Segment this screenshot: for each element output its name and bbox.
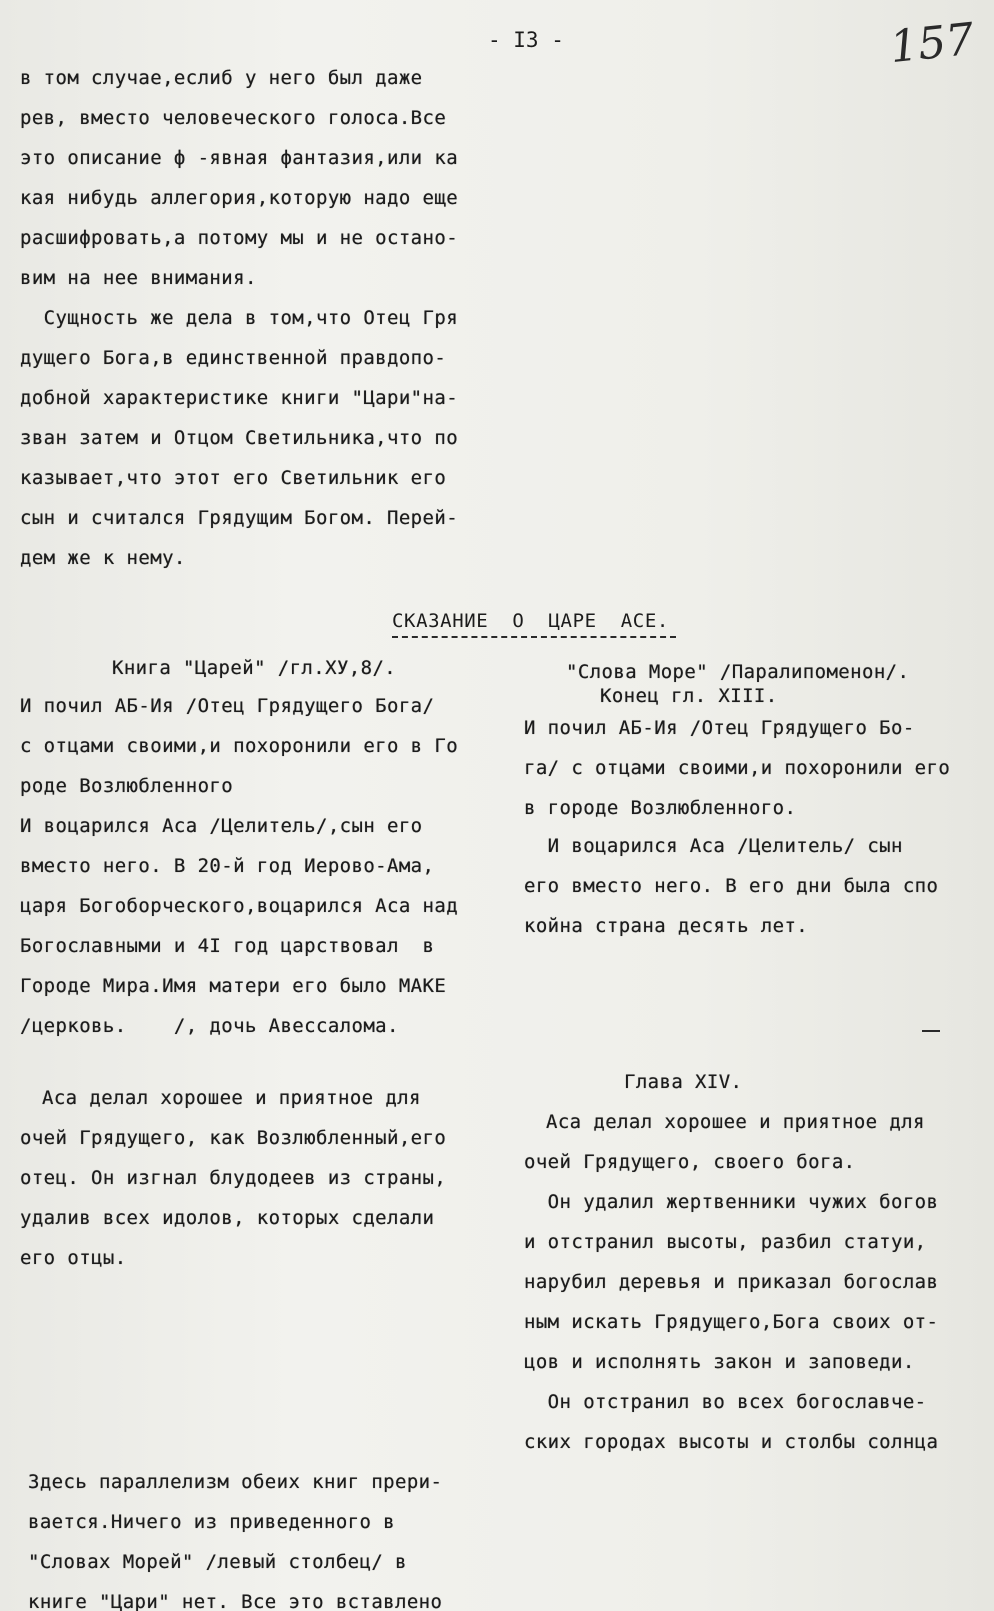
text-line: вается.Ничего из приведенного в xyxy=(28,1511,396,1533)
text-line: ным искать Грядущего,Бога своих от- xyxy=(524,1311,939,1333)
text-line: цов и исполнять закон и заповеди. xyxy=(524,1351,915,1373)
section-title: СКАЗАНИЕ О ЦАРЕ АСЕ. xyxy=(392,610,669,632)
text-line: его вместо него. В его дни была спо xyxy=(524,875,939,897)
text-line: Он удалил жертвенники чужих богов xyxy=(524,1191,939,1213)
text-line: отец. Он изгнал блудодеев из страны, xyxy=(20,1167,447,1189)
text-line: ских городах высоты и столбы солнца xyxy=(524,1431,939,1453)
text-line: зван затем и Отцом Светильника,что по xyxy=(20,427,459,449)
text-line: И почил АБ-Ия /Отец Грядущего Бо- xyxy=(524,717,915,739)
text-line: Сущность же дела в том,что Отец Гря xyxy=(20,307,459,329)
text-line: Аса делал хорошее и приятное для xyxy=(546,1111,925,1133)
text-line: в городе Возлюбленного. xyxy=(524,797,797,819)
text-line: "Словах Морей" /левый столбец/ в xyxy=(28,1551,407,1573)
text-line: рев, вместо человеческого голоса.Все xyxy=(20,107,447,129)
page-number: - I3 - xyxy=(488,28,564,52)
text-line: Городе Мира.Имя матери его было МАКЕ xyxy=(20,975,447,997)
text-line: И почил АБ-Ия /Отец Грядущего Бога/ xyxy=(20,695,435,717)
text-line: роде Возлюбленного xyxy=(20,775,234,797)
text-line: Богославными и 4I год царствовал в xyxy=(20,935,435,957)
right-column-heading: "Слова Море" /Паралипоменон/. xyxy=(566,661,910,683)
left-column-heading: Книга "Царей" /гл.ХУ,8/. xyxy=(112,657,397,679)
handwritten-archive-number: 157 xyxy=(887,13,977,74)
text-line: И воцарился Аса /Целитель/,сын его xyxy=(20,815,423,837)
text-line: с отцами своими,и похоронили его в Го xyxy=(20,735,459,757)
chapter-heading: Глава XIV. xyxy=(624,1071,743,1093)
text-line: сын и считался Грядущим Богом. Перей- xyxy=(20,507,459,529)
text-line: койна страна десять лет. xyxy=(524,915,809,937)
text-line: его отцы. xyxy=(20,1247,127,1269)
text-line: книге "Цари" нет. Все это вставлено xyxy=(28,1591,443,1611)
right-column-subheading: Конец гл. XIII. xyxy=(600,685,778,707)
text-line: кая нибудь аллегория,которую надо еще xyxy=(20,187,459,209)
text-line: нарубил деревья и приказал богослав xyxy=(524,1271,939,1293)
text-line: га/ с отцами своими,и похоронили его xyxy=(524,757,951,779)
text-line: Здесь параллелизм обеих книг прери- xyxy=(28,1471,443,1493)
text-line: /церковь. /, дочь Авессалома. xyxy=(20,1015,399,1037)
text-line: очей Грядущего, своего бога. xyxy=(524,1151,856,1173)
text-line: добной характеристике книги "Цари"на- xyxy=(20,387,459,409)
text-line: удалив всех идолов, которых сделали xyxy=(20,1207,435,1229)
text-line: Он отстранил во всех богославче- xyxy=(524,1391,927,1413)
text-line: дем же к нему. xyxy=(20,547,186,569)
text-line: дущего Бога,в единственной правдопо- xyxy=(20,347,447,369)
title-underline xyxy=(392,636,676,638)
margin-dash xyxy=(922,1030,940,1032)
text-line: царя Богоборческого,воцарился Аса над xyxy=(20,895,459,917)
text-line: это описание ф -явная фантазия,или ка xyxy=(20,147,459,169)
text-line: и отстранил высоты, разбил статуи, xyxy=(524,1231,927,1253)
text-line: расшифровать,а потому мы и не остано- xyxy=(20,227,459,249)
text-line: вим на нее внимания. xyxy=(20,267,257,289)
text-line: в том случае,еслиб у него был даже xyxy=(20,67,423,89)
text-line: И воцарился Аса /Целитель/ сын xyxy=(524,835,903,857)
text-line: очей Грядущего, как Возлюбленный,его xyxy=(20,1127,447,1149)
text-line: Аса делал хорошее и приятное для xyxy=(42,1087,421,1109)
text-line: вместо него. В 20-й год Иерово-Ама, xyxy=(20,855,435,877)
text-line: казывает,что этот его Светильник его xyxy=(20,467,447,489)
